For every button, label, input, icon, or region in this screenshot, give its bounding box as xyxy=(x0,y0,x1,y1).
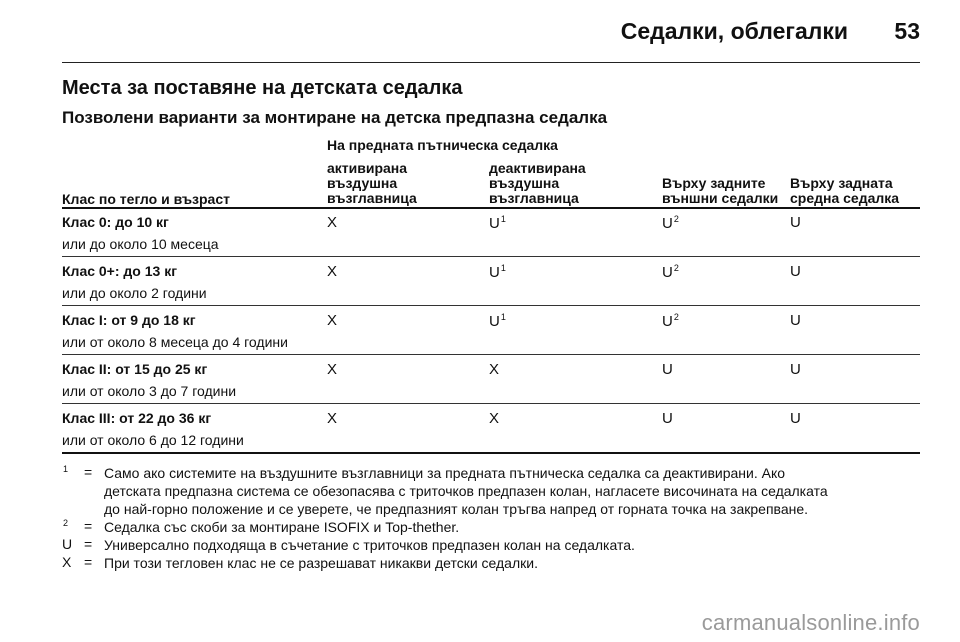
cell-value: U xyxy=(489,264,500,281)
cell-active-airbag: X xyxy=(327,410,338,427)
cell-rear-center: U xyxy=(790,263,801,280)
header-line: Върху задната xyxy=(790,175,893,191)
footnote-2-text: Седалка със скоби за монтиране ISOFIX и Top-thether. xyxy=(104,519,460,535)
header-line: активирана xyxy=(327,160,408,176)
footnote-line: до най-горно положение и се уверете, че предпазният колан тръгва напред от горната точка на закрепване. xyxy=(104,501,809,517)
row-class: Клас 0: до 10 кг xyxy=(62,214,169,230)
cell-rear-center: U xyxy=(790,214,801,231)
table-header-deactivated-airbag xyxy=(489,161,639,206)
watermark: carmanualsonline.info xyxy=(701,610,920,635)
footnote-equals: = xyxy=(84,554,93,570)
header-line: деактивирана xyxy=(489,160,586,176)
footnote-1-text xyxy=(104,464,922,518)
footnote-mark: X xyxy=(62,554,72,570)
footnote-ref: 2 xyxy=(673,312,679,322)
cell-rear-outer xyxy=(662,263,679,281)
footnote-mark xyxy=(62,518,84,534)
footnote-u-text: Универсално подходяща в съчетание с триточков предпазен колан на седалката. xyxy=(104,537,635,553)
cell-active-airbag: X xyxy=(327,312,338,329)
row-class: Клас I: от 9 до 18 кг xyxy=(62,312,196,328)
cell-value: U xyxy=(662,313,673,330)
row-divider xyxy=(62,403,920,404)
footnote-line: Само ако системите на въздушните възглавници за предната пътническа седалка са деактивирани. Ако xyxy=(104,465,786,481)
cell-deactivated-airbag: X xyxy=(489,361,500,378)
cell-value: U xyxy=(662,264,673,281)
table-bottom-rule xyxy=(62,452,920,454)
footnote-ref: 1 xyxy=(500,263,506,273)
row-age: или от около 3 до 7 години xyxy=(62,383,237,399)
row-class: Клас III: от 22 до 36 кг xyxy=(62,410,212,426)
header-line: въздушна xyxy=(489,175,560,191)
footnote-ref: 2 xyxy=(673,263,679,273)
cell-rear-outer xyxy=(662,214,679,232)
header-line: Върху задните xyxy=(662,175,766,191)
subsection-title: Позволени варианти за монтиране на детска предпазна седалка xyxy=(62,108,608,127)
table-header-rear-outer xyxy=(662,176,792,206)
footnote-equals: = xyxy=(84,536,93,552)
cell-deactivated-airbag xyxy=(489,214,506,232)
header-line: средна седалка xyxy=(790,190,900,206)
cell-rear-outer: U xyxy=(662,410,673,427)
footnote-number: 2 xyxy=(63,518,69,528)
header-line: възглавница xyxy=(327,190,417,206)
row-divider xyxy=(62,256,920,257)
cell-rear-outer xyxy=(662,312,679,330)
footnote-equals: = xyxy=(84,464,93,480)
page-header-title: Седалки, облегалки xyxy=(620,18,848,44)
footnote-line: детската предпазна система се обезопасява с триточков предпазен колан, нагласете височината на седалката xyxy=(104,483,828,499)
cell-active-airbag: X xyxy=(327,263,338,280)
cell-active-airbag: X xyxy=(327,214,338,231)
header-line: външни седалки xyxy=(662,190,779,206)
cell-rear-center: U xyxy=(790,410,801,427)
cell-value: U xyxy=(662,215,673,232)
table-group-header: На предната пътническа седалка xyxy=(327,137,558,153)
table-header-rear-center xyxy=(790,176,920,206)
cell-value: U xyxy=(489,215,500,232)
cell-value: U xyxy=(489,313,500,330)
footnote-ref: 1 xyxy=(500,214,506,224)
table-header-rule xyxy=(62,207,920,209)
footnote-mark xyxy=(62,464,84,480)
header-line: въздушна xyxy=(327,175,398,191)
cell-rear-outer: U xyxy=(662,361,673,378)
footnote-mark: U xyxy=(62,536,73,552)
footnote-equals: = xyxy=(84,518,93,534)
header-line: възглавница xyxy=(489,190,579,206)
row-age: или до около 2 години xyxy=(62,285,207,301)
cell-deactivated-airbag xyxy=(489,263,506,281)
cell-rear-center: U xyxy=(790,312,801,329)
row-age: или от около 8 месеца до 4 години xyxy=(62,334,288,350)
table-header-active-airbag xyxy=(327,161,477,206)
row-divider xyxy=(62,305,920,306)
section-title: Места за поставяне на детската седалка xyxy=(62,77,463,99)
row-class: Клас II: от 15 до 25 кг xyxy=(62,361,208,377)
table-header-class: Клас по тегло и възраст xyxy=(62,191,230,207)
cell-active-airbag: X xyxy=(327,361,338,378)
cell-deactivated-airbag: X xyxy=(489,410,500,427)
footnote-number: 1 xyxy=(63,464,69,474)
footnote-ref: 1 xyxy=(500,312,506,322)
row-age: или от около 6 до 12 години xyxy=(62,432,244,448)
cell-rear-center: U xyxy=(790,361,801,378)
footnote-ref: 2 xyxy=(673,214,679,224)
row-class: Клас 0+: до 13 кг xyxy=(62,263,178,279)
header-divider xyxy=(62,62,920,63)
row-divider xyxy=(62,354,920,355)
page-number: 53 xyxy=(894,18,920,44)
row-age: или до около 10 месеца xyxy=(62,236,219,252)
footnote-x-text: При този тегловен клас не се разрешават никакви детски седалки. xyxy=(104,555,538,571)
cell-deactivated-airbag xyxy=(489,312,506,330)
